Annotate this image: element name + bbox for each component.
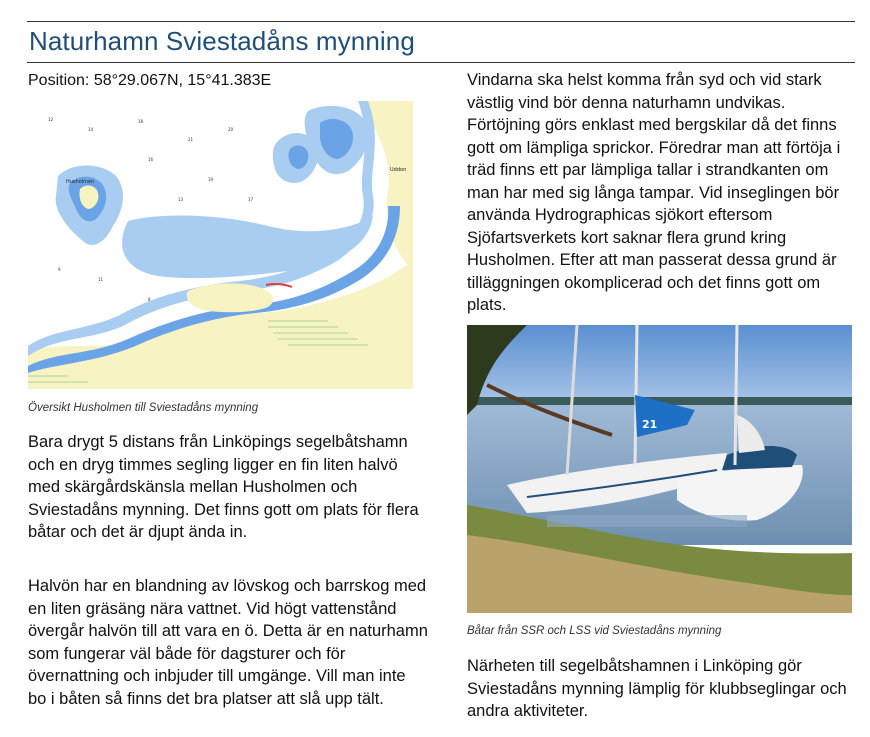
svg-text:17: 17	[248, 197, 254, 202]
svg-text:21: 21	[188, 137, 194, 142]
page-title: Naturhamn Sviestadåns mynning	[29, 26, 415, 56]
svg-text:20: 20	[228, 127, 234, 132]
intro-paragraph: Bara drygt 5 distans från Linköpings segelbåtshamn och en dryg timmes segling ligger en fin liten halvö med skärgårdskänsla mellan Husholmen och Sviestadåns mynning. Det finns gott om plats för flera båtar och det är djupt ända in.	[28, 433, 419, 541]
sailboats-photo	[467, 325, 852, 613]
photo-caption: Båtar från SSR och LSS vid Sviestadåns mynning	[467, 625, 722, 637]
map-label-uddon: Uddon	[390, 167, 407, 173]
svg-text:8: 8	[148, 297, 151, 302]
svg-text:16: 16	[148, 157, 154, 162]
svg-text:19: 19	[208, 177, 214, 182]
header-rule-bottom	[27, 62, 855, 63]
svg-text:11: 11	[98, 277, 104, 282]
header-rule-top	[27, 21, 855, 22]
wind-paragraph: Vindarna ska helst komma från syd och vid stark västlig vind bör denna naturhamn undvikas. Förtöjning görs enklast med bergskilar då det finns gott om lämpliga sprickor. Föredrar man att förtöja i träd finns ett par lämpliga tallar i strandkanten om man har med sig långa tampar. Vid inseglingen bör använda Hydrographicas sjökort eftersom Sjöfartsverkets kort saknar flera grund kring Husholmen. Efter att man passerat dessa grund är tilläggningen okomplicerad och det finns gott om plats.	[467, 71, 841, 314]
svg-text:12: 12	[48, 117, 54, 122]
description-paragraph: Halvön har en blandning av lövskog och barrskog med en liten gräsäng nära vattnet. Vid högt vattenstånd övergår halvön till att vara en ö. Detta är en naturhamn som fungerar väl både för dagsturer och för övernattning och inbjuder till umgänge. Vill man inte bo i båten så finns det bra platser att slå upp tält.	[28, 577, 428, 708]
sail-number: 21	[642, 418, 658, 431]
nautical-chart-image	[28, 101, 413, 389]
position-coordinates: Position: 58°29.067N, 15°41.383E	[28, 72, 272, 89]
svg-text:9: 9	[58, 267, 61, 272]
svg-text:14: 14	[88, 127, 94, 132]
closing-paragraph: Närheten till segelbåtshamnen i Linköping gör Sviestadåns mynning lämplig för klubbseglingar och andra aktiviteter.	[467, 657, 847, 720]
svg-text:13: 13	[178, 197, 184, 202]
map-caption: Översikt Husholmen till Sviestadåns mynning	[28, 402, 259, 414]
svg-text:18: 18	[138, 119, 144, 124]
map-label-husholmen: Husholmen	[66, 179, 95, 185]
